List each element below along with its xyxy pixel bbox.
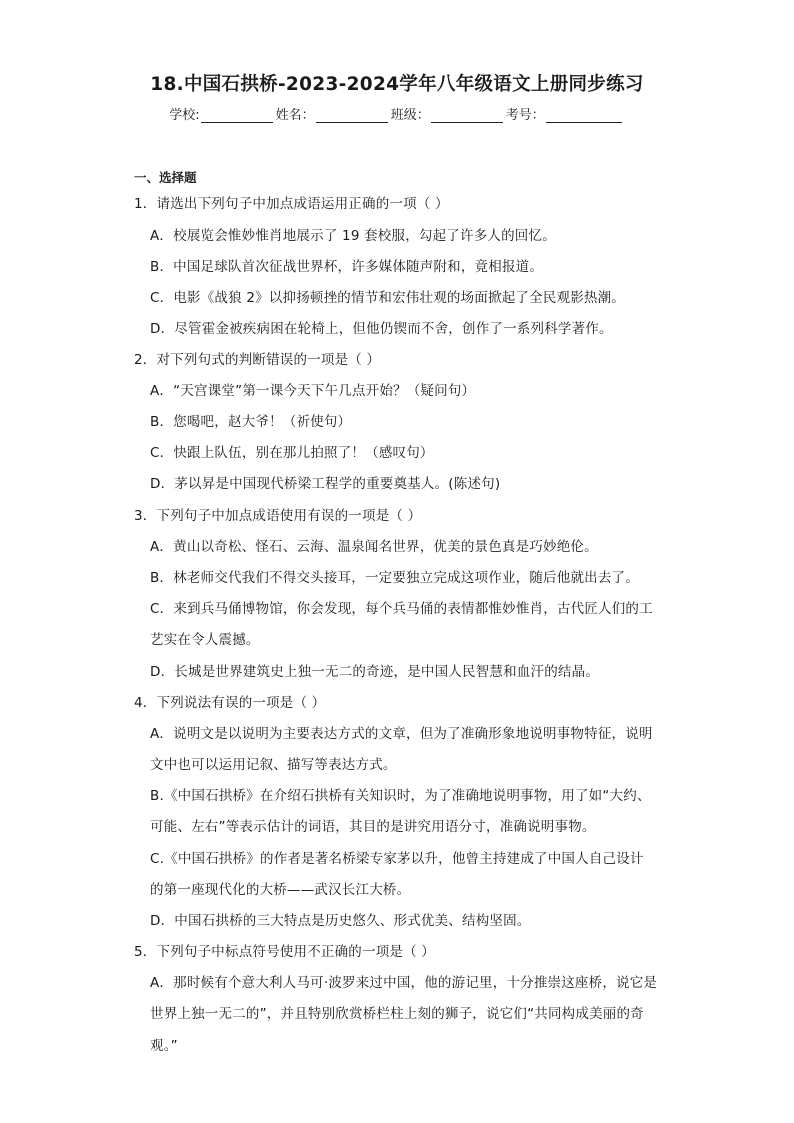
- school-blank[interactable]: [201, 108, 273, 123]
- name-blank[interactable]: [316, 108, 388, 123]
- option-line: A．那时候有个意大利人马可·波罗来过中国，他的游记里，十分推崇这座桥，说它是: [150, 975, 658, 991]
- school-label: 学校:: [169, 108, 200, 123]
- question-stem: 4．下列说法有误的一项是（ ）: [134, 695, 326, 711]
- option-line: 艺实在令人震撼。: [150, 632, 260, 648]
- option-line: C.《中国石拱桥》的作者是著名桥梁专家茅以升，他曾主持建成了中国人自己设计: [150, 851, 644, 867]
- option-line: D．长城是世界建筑史上独一无二的奇迹，是中国人民智慧和血汗的结晶。: [150, 664, 599, 680]
- exam-no-blank[interactable]: [546, 108, 622, 123]
- option-line: A．黄山以奇松、怪石、云海、温泉闻名世界，优美的景色真是巧妙绝伦。: [150, 539, 598, 555]
- question-stem: 3．下列句子中加点成语使用有误的一项是（ ）: [134, 508, 422, 524]
- option-line: A．校展览会惟妙惟肖地展示了 19 套校服，勾起了许多人的回忆。: [150, 228, 556, 244]
- page-title: 18.中国石拱桥-2023-2024学年八年级语文上册同步练习: [150, 74, 644, 95]
- option-line: 世界上独一无二的”，并且特别欣赏桥栏柱上刻的狮子，说它们“共同构成美丽的奇: [150, 1006, 644, 1022]
- option-line: B．中国足球队首次征战世界杯，许多媒体随声附和，竟相报道。: [150, 259, 544, 275]
- option-line: 的第一座现代化的大桥——武汉长江大桥。: [150, 882, 411, 898]
- option-line: C．来到兵马俑博物馆，你会发现，每个兵马俑的表情都惟妙惟肖，古代匠人们的工: [150, 601, 653, 617]
- question-stem: 5．下列句子中标点符号使用不正确的一项是（ ）: [134, 944, 435, 960]
- question-stem: 2．对下列句式的判断错误的一项是（ ）: [134, 352, 381, 368]
- option-line: B．林老师交代我们不得交头接耳，一定要独立完成这项作业，随后他就出去了。: [150, 570, 639, 586]
- question-stem: 1．请选出下列句子中加点成语运用正确的一项（ ）: [134, 196, 449, 212]
- option-line: C．快跟上队伍，别在那儿拍照了！（感叹句）: [150, 445, 434, 461]
- exam-no-label: 考号：: [505, 108, 545, 123]
- option-line: A．说明文是以说明为主要表达方式的文章，但为了准确形象地说明事物特征，说明: [150, 726, 653, 742]
- option-line: 文中也可以运用记叙、描写等表达方式。: [150, 757, 397, 773]
- option-line: B．您喝吧，赵大爷！（祈使句）: [150, 414, 352, 430]
- option-line: A．“天宫课堂”第一课今天下午几点开始？（疑问句）: [150, 383, 476, 399]
- option-line: 观。”: [150, 1038, 178, 1054]
- option-line: C．电影《战狼 2》以抑扬顿挫的情节和宏伟壮观的场面掀起了全民观影热潮。: [150, 290, 626, 306]
- class-blank[interactable]: [431, 108, 503, 123]
- section-heading: 一、选择题: [134, 170, 197, 185]
- option-line: 可能、左右”等表示估计的词语，其目的是讲究用语分寸，准确说明事物。: [150, 819, 596, 835]
- student-info-row: [0, 104, 794, 123]
- option-line: D．中国石拱桥的三大特点是历史悠久、形式优美、结构坚固。: [150, 913, 531, 929]
- option-line: B.《中国石拱桥》在介绍石拱桥有关知识时，为了准确地说明事物，用了如“大约、: [150, 788, 651, 804]
- option-line: D．茅以昇是中国现代桥梁工程学的重要奠基人。(陈述句): [150, 476, 501, 492]
- option-line: D．尽管霍金被疾病困在轮椅上，但他仍锲而不舍，创作了一系列科学著作。: [150, 321, 613, 337]
- class-label: 班级：: [390, 108, 430, 123]
- name-label: 姓名：: [275, 108, 315, 123]
